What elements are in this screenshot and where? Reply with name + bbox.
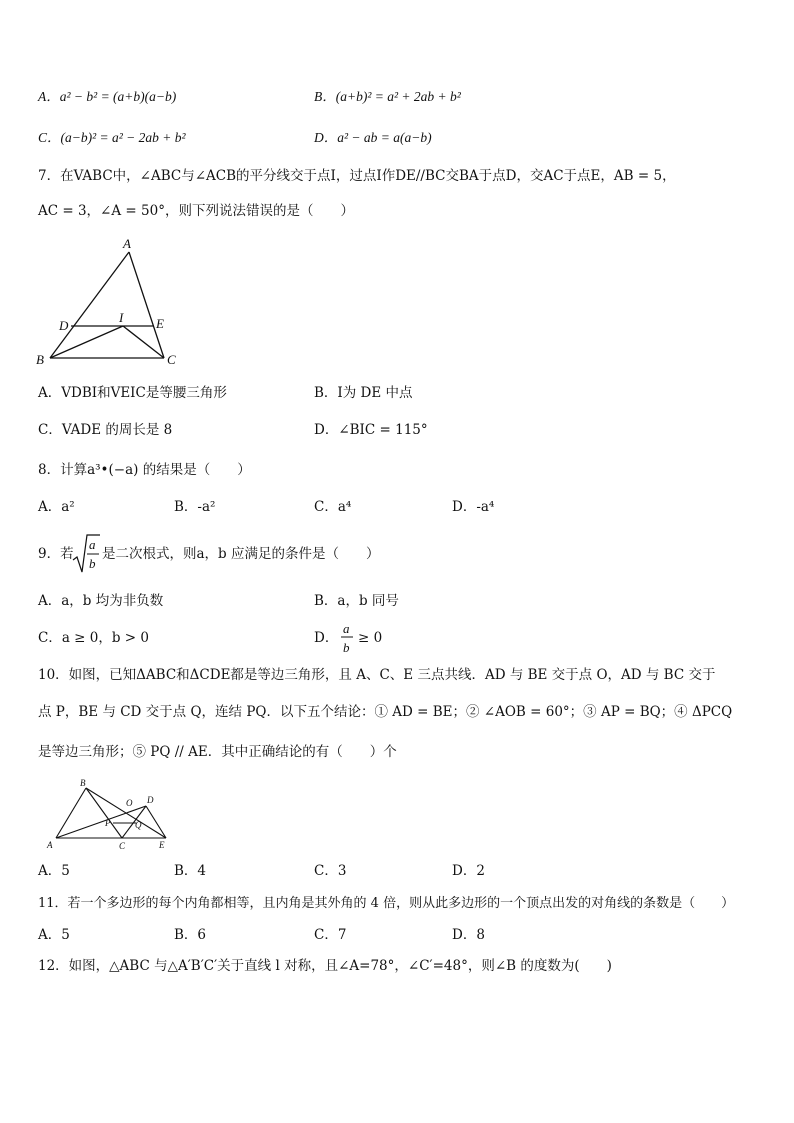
q10-option-b: B．4 <box>174 863 207 879</box>
q10-label-o: O <box>126 798 133 808</box>
q9-stem-suffix: 是二次根式，则a，b 应满足的条件是（ ） <box>102 546 380 562</box>
q8-option-d: D．-a⁴ <box>452 499 495 515</box>
q9-option-d-suffix: ≥ 0 <box>358 630 383 646</box>
q10-stem-line3: 是等边三角形；⑤ PQ // AE．其中正确结论的有（ ）个 <box>38 744 397 760</box>
q9-option-c: C．a ≥ 0，b > 0 <box>38 630 149 646</box>
q10-option-c: C．3 <box>314 863 347 879</box>
q9-radical-denominator: b <box>89 556 96 571</box>
q9-stem-prefix: 9．若 <box>38 546 74 562</box>
q8-option-c: C．a⁴ <box>314 499 352 515</box>
q10-label-c: C <box>119 841 126 851</box>
q7-option-a: A．VDBI和VEIC是等腰三角形 <box>38 385 227 401</box>
q11-stem: 11．若一个多边形的每个内角都相等，且内角是其外角的 4 倍，则从此多边形的一个顶点出发的对角线的条数是（ ） <box>38 896 735 911</box>
q6-option-b: B．(a+b)² = a² + 2ab + b² <box>314 89 461 104</box>
q6-option-c: C．(a−b)² = a² − 2ab + b² <box>38 130 186 145</box>
q10-label-a: A <box>47 840 53 850</box>
q10-label-q: Q <box>135 820 142 830</box>
q9-radical-numerator: a <box>89 537 96 552</box>
q7-label-c: C <box>167 352 176 367</box>
q7-label-d: D <box>59 318 69 333</box>
q9-option-d-denominator: b <box>343 640 350 655</box>
q6-option-d: D．a² − ab = a(a−b) <box>314 130 432 145</box>
q9-radical <box>71 532 101 576</box>
q10-option-d: D．2 <box>452 863 485 879</box>
q10-option-a: A．5 <box>38 863 70 879</box>
q10-label-e: E <box>159 840 165 850</box>
q10-stem-line2: 点 P，BE 与 CD 交于点 Q，连结 PQ．以下五个结论：① AD = BE；② ∠AOB = 60°；③ AP = BQ；④ ΔPCQ <box>38 704 733 720</box>
q12-stem: 12．如图，△ABC 与△A′B′C′关于直线 l 对称，且∠A=78°，∠C′=48°，则∠B 的度数为( ) <box>38 958 612 974</box>
q8-stem: 8．计算a³•(−a) 的结果是（ ） <box>38 462 251 478</box>
q7-option-d: D．∠BIC = 115° <box>314 422 428 438</box>
q7-stem-line2: AC = 3，∠A = 50°，则下列说法错误的是（ ） <box>38 203 354 219</box>
q9-option-b: B．a，b 同号 <box>314 593 399 609</box>
q7-label-a: A <box>123 236 131 251</box>
q8-option-a: A．a² <box>38 499 75 515</box>
q11-option-a: A．5 <box>38 927 70 943</box>
q11-option-d: D．8 <box>452 927 485 943</box>
q7-label-b: B <box>36 352 44 367</box>
q9-option-d-fraction <box>338 619 358 659</box>
q10-label-b: B <box>80 778 86 788</box>
q7-option-b: B．I为 DE 中点 <box>314 385 413 401</box>
q11-option-b: B．6 <box>174 927 207 943</box>
q6-option-a: A．a² − b² = (a+b)(a−b) <box>38 89 177 104</box>
q10-equilateral-figure <box>44 776 179 852</box>
q9-option-d-prefix: D． <box>314 630 339 646</box>
q7-option-c: C．VADE 的周长是 8 <box>38 422 173 438</box>
q9-option-d-numerator: a <box>343 621 350 636</box>
q10-stem-line1: 10．如图，已知ΔABC和ΔCDE都是等边三角形，且 A、C、E 三点共线．AD 与 BE 交于点 O，AD 与 BC 交于 <box>38 667 716 683</box>
q7-triangle-figure <box>34 234 184 372</box>
q9-option-a: A．a，b 均为非负数 <box>38 593 164 609</box>
q7-stem-line1: 7．在VABC中，∠ABC与∠ACB的平分线交于点I，过点I作DE//BC交BA于点D，交AC于点E，AB = 5， <box>38 168 676 184</box>
q11-option-c: C．7 <box>314 927 347 943</box>
q7-label-e: E <box>156 316 164 331</box>
q10-label-p: P <box>105 818 111 828</box>
q8-option-b: B．-a² <box>174 499 216 515</box>
q10-label-d: D <box>147 795 154 805</box>
q7-label-i: I <box>119 310 124 325</box>
